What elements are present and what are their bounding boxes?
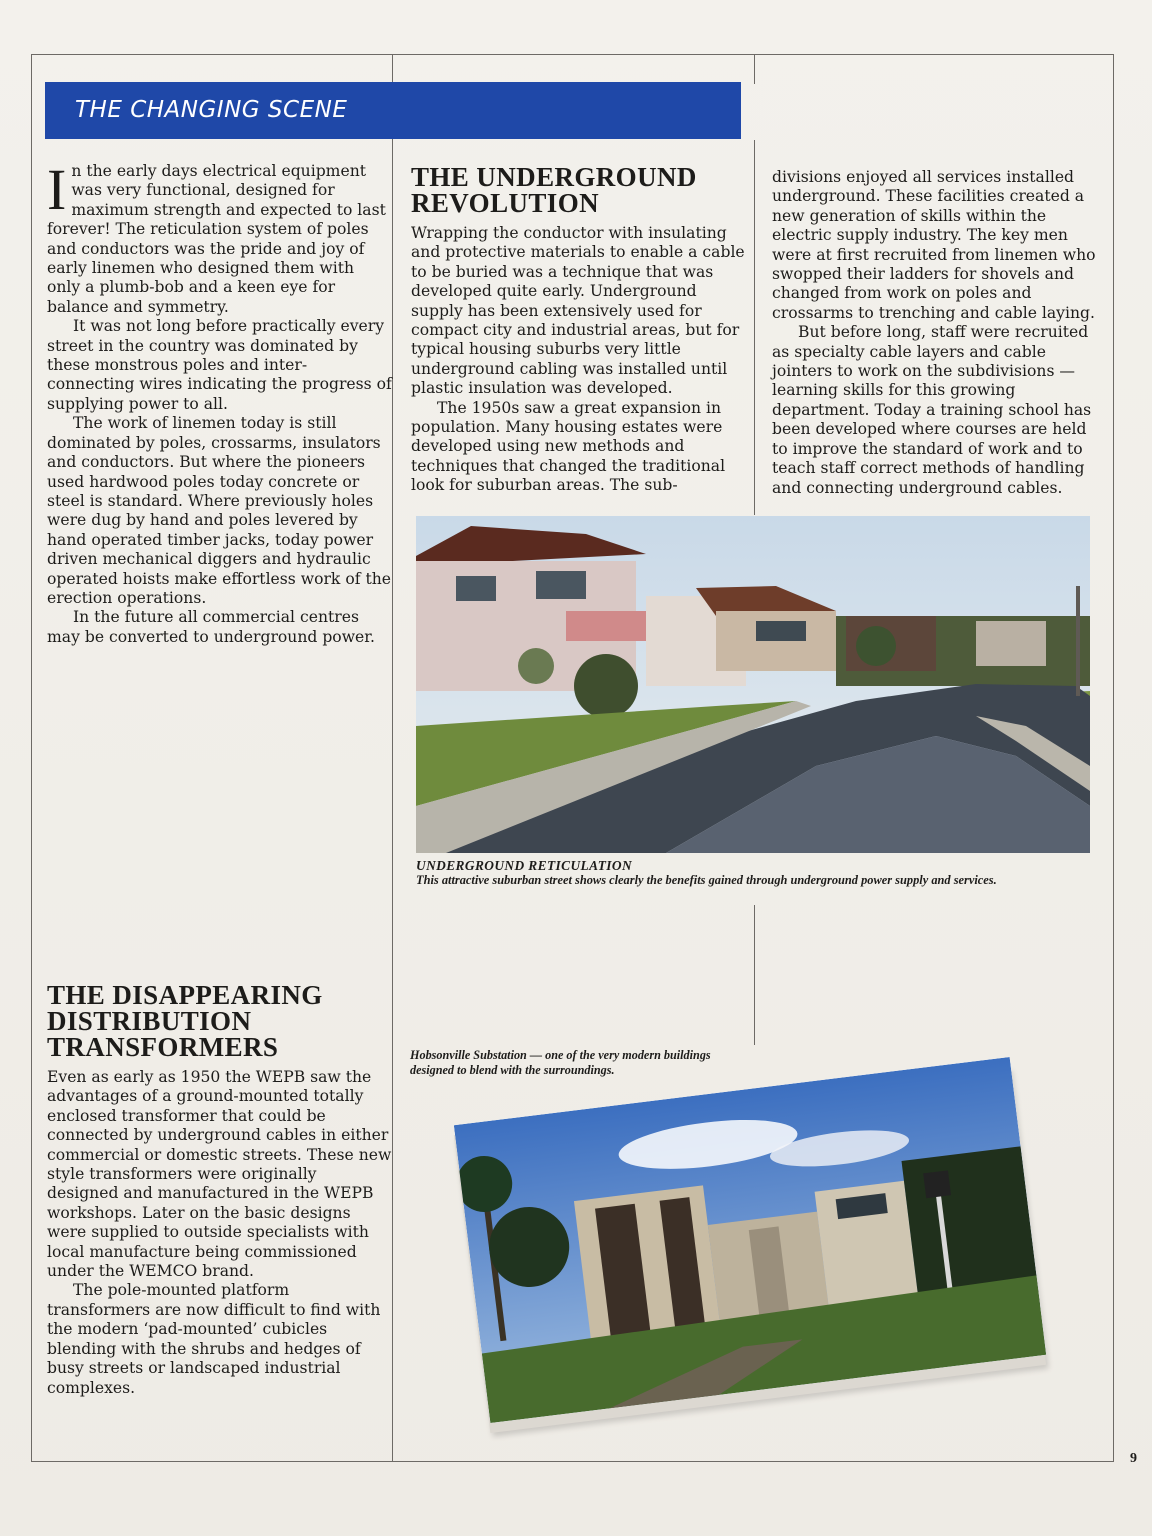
intro-paragraph-4: In the future all commercial centres may be converted to underground power. [47, 608, 375, 646]
street-illustration [416, 516, 1090, 853]
drop-cap: I [47, 157, 67, 222]
caption-text: This attractive suburban street shows clearly the benefits gained through underground power supply and services. [416, 873, 997, 887]
street-photo-caption [416, 858, 1106, 888]
transformers-column [47, 1068, 392, 1398]
underground-paragraph-1: Wrapping the conductor with insulating and protective materials to enable a cable to be buried was a technique that was developed quite early. Underground supply has been extensively used for compact city and industrial areas, but for typical housing suburbs very little underground cabling was installed until plastic insulation was developed. [411, 224, 745, 398]
column-rule-2 [754, 54, 755, 84]
underground-heading: THE UNDERGROUND REVOLUTION [411, 162, 697, 218]
intro-paragraph-1: In the early days electrical equipment was very functional, designed for maximum strength and expected to last forever! The reticulation system of poles and conductors was the pride and joy of early linemen who designed them with only a plumb-bob and a keen eye for balance and symmetry. [47, 157, 386, 316]
column-rule-1 [392, 54, 393, 1462]
intro-paragraph-2: It was not long before practically every street in the country was dominated by these monstrous poles and inter-connecting wires indicating the progress of supplying power to all. [47, 317, 392, 413]
column-rule-2c [754, 905, 755, 1045]
column-rule-2b [754, 140, 755, 515]
transformers-paragraph-2: The pole-mounted platform transformers are now difficult to find with the modern ‘pad-mounted’ cubicles blending with the shrubs and hedges of busy streets or landscaped industrial complexes. [47, 1281, 381, 1397]
transformers-paragraph-1: Even as early as 1950 the WEPB saw the advantages of a ground-mounted totally enclosed transformer that could be connected by underground cables in either commercial or domestic streets. These new style transformers were originally designed and manufactured in the WEPB workshops. Later on the basic designs were supplied to outside specialists with local manufacture being commissioned under the WEMCO brand. [47, 1068, 392, 1281]
underground-column-2 [411, 224, 751, 496]
underground-paragraph-2: The 1950s saw a great expansion in population. Many housing estates were developed using new methods and techniques that changed the traditional look for suburban areas. The sub- [411, 398, 726, 495]
underground-paragraph-3: divisions enjoyed all services installed underground. These facilities created a new generation of skills within the electric supply industry. The key men were at first recruited from linemen who swopped their ladders for shovels and changed from work on poles and crossarms to trenching and cable laying. [772, 168, 1096, 322]
suburban-street-photo [416, 516, 1090, 853]
transformers-heading: THE DISAPPEARING DISTRIBUTION TRANSFORMERS [47, 980, 323, 1062]
substation-caption: Hobsonville Substation — one of the very modern buildings designed to blend with the surroundings. [410, 1048, 711, 1077]
page-number: 9 [1130, 1451, 1137, 1466]
caption-title: UNDERGROUND RETICULATION [416, 858, 633, 873]
section-banner: THE CHANGING SCENE [45, 82, 741, 139]
intro-column [47, 157, 392, 647]
underground-paragraph-4: But before long, staff were recruited as specialty cable layers and cable jointers to work on the subdivisions — learning skills for this growing department. Today a training school has been developed where courses are held to improve the standard of work and to teach staff correct methods of handling and connecting underground cables. [772, 323, 1092, 497]
underground-column-3 [772, 168, 1107, 498]
intro-paragraph-3: The work of linemen today is still dominated by poles, crossarms, insulators and conductors. But where the pioneers used hardwood poles today concrete or steel is standard. Where previously holes were dug by hand and poles levered by hand operated timber jacks, today power driven mechanical diggers and hydraulic operated hoists make effortless work of the erection operations. [47, 414, 391, 607]
